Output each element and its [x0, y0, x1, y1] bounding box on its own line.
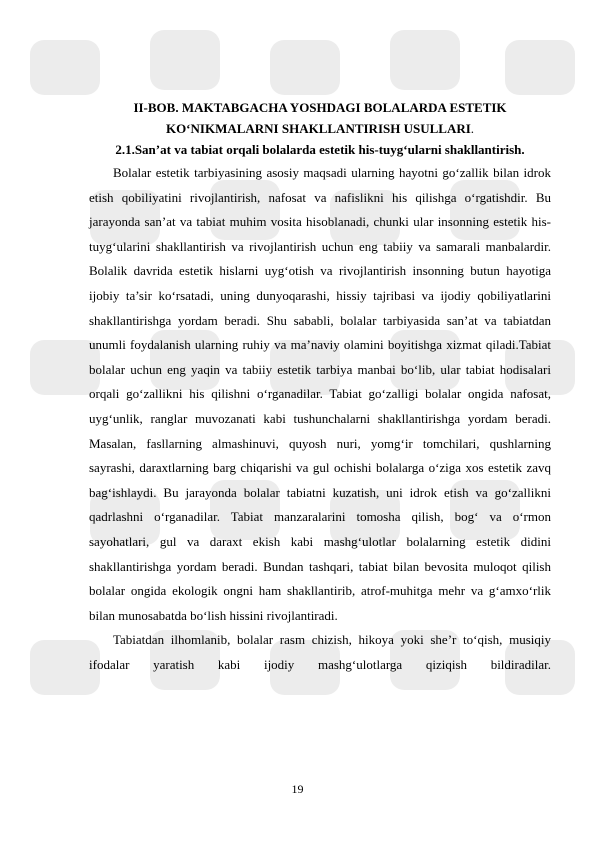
body-paragraph-1: Bolalar estetik tarbiyasining asosiy maqsadi ularning hayotni go‘zallik bilan idrok etish qobiliyatini rivojlantirish, nafosat va nafislikni his qilishga o‘rgatishdir. Bu jarayonda san’at va tabiat muhim vosita hisoblanadi, chunki ular insonning estetik his-tuyg‘ularini shakllantirish va rivojlantirish uchun eng tabiiy va samarali manbalardir. Bolalik davrida estetik hislarni uyg‘otish va rivojlantirish insonning butun hayotiga ijobiy ta’sir ko‘rsatadi, uning dunyoqarashi, hissiy tajribasi va ijodiy qobiliyatlarini shakllantirishga yordam beradi. Shu sababli, bolalar tarbiyasida san’at va tabiatdan unumli foydalanish ularning ruhiy va ma’naviy olamini boyitishga xizmat qiladi.Tabiat bolalar uchun eng yaqin va tabiiy estetik tarbiya manbai bo‘lib, ular tabiat hodisalari orqali go‘zallikni his qilishni o‘rganadilar. Tabiat go‘zalligi bolalar ongida nafosat, uyg‘unlik, ranglar muvozanati kabi tushunchalarni shakllantirishga yordam beradi. Masalan, fasllarning almashinuvi, quyosh nuri, yomg‘ir tomchilari, qushlarning sayrashi, daraxtlarning barg chiqarishi va gul ochishi bolalarga o‘ziga xos estetik zavq bag‘ishlaydi. Bu jarayonda bolalar tabiatni kuzatish, uni idrok etish va go‘zallikni qadrlashni o‘rganadilar. Tabiat manzaralarini tomosha qilish, bog‘ va o‘rmon sayohatlari, gul va daraxt ekish kabi mashg‘ulotlar bolalarning estetik didini shakllantirishga yordam beradi. Bundan tashqari, tabiat bilan bevosita muloqot qilish bolalar ongida ekologik ongni ham shakllantirib, atrof-muhitga mehr va g‘amxo‘rlik bilan munosabatda bo‘lish hissini rivojlantiradi.	[89, 165, 551, 623]
page-number: 19	[291, 782, 304, 796]
chapter-heading-line2-tail: .	[470, 121, 475, 136]
chapter-heading-line1: II-BOB. MAKTABGACHA YOSHDAGI BOLALARDA ESTETIK	[133, 100, 507, 115]
page-content	[89, 97, 551, 677]
chapter-heading	[89, 97, 551, 139]
body-paragraph-2: Tabiatdan ilhomlanib, bolalar rasm chizish, hikoya yoki she’r to‘qish, musiqiy ifodalar yaratish kabi ijodiy mashg‘ulotlarga qiziqish bildiradilar.	[89, 632, 551, 672]
chapter-heading-line2: KO‘NIKMALARNI SHAKLLANTIRISH USULLARI	[165, 121, 471, 136]
section-heading: 2.1.San’at va tabiat orqali bolalarda estetik his-tuyg‘ularni shakllantirish.	[115, 142, 525, 157]
